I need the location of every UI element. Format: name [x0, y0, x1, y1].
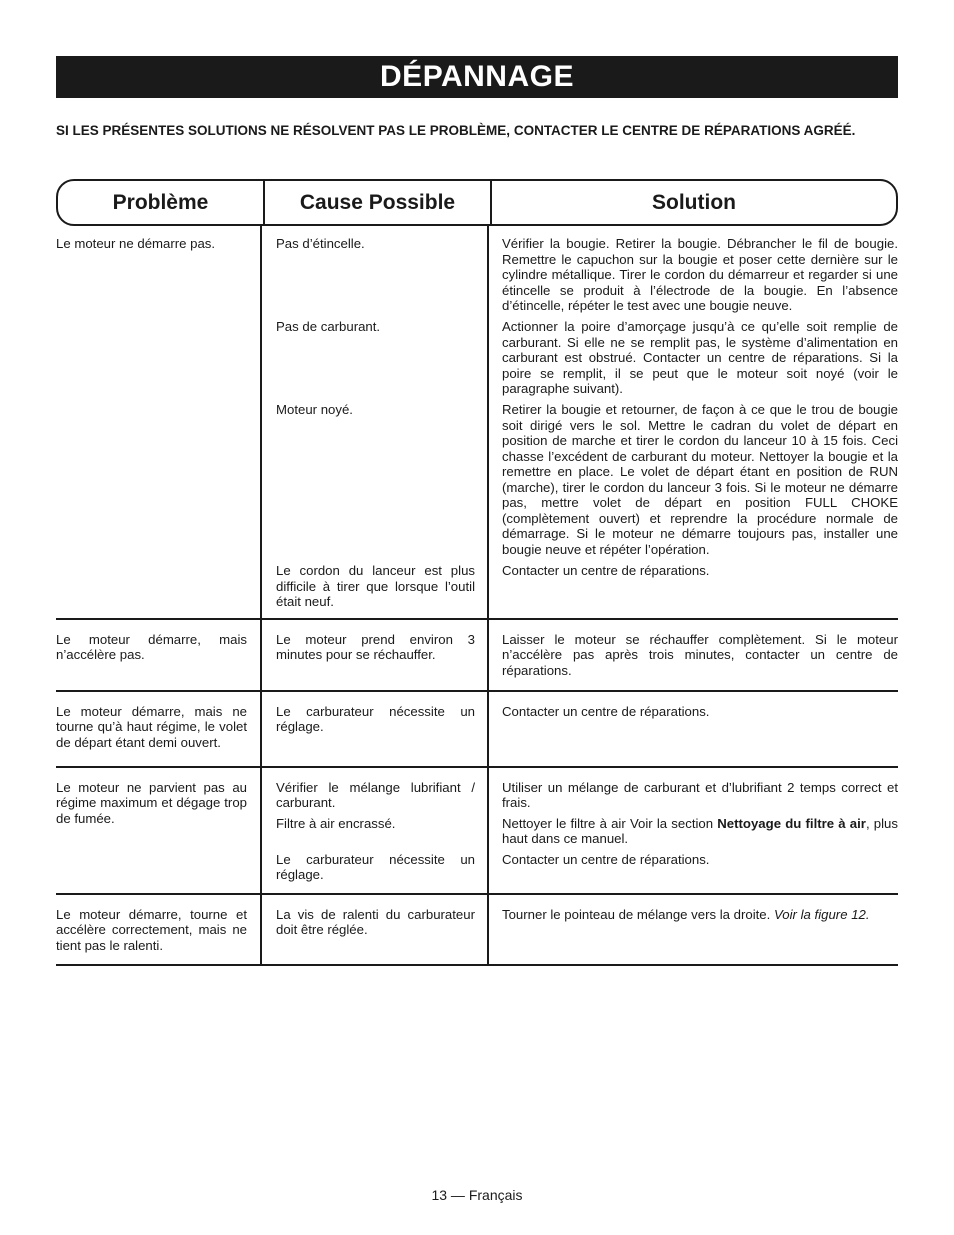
solution-text: Actionner la poire d’amorçage jusqu’à ce qu’elle soit remplie de carburant. Si elle ne se remplit pas, le système d’alimentation en carburant est obstrué. Contacter un centre de réparations. Si la poire se remplit, il se peut que le moteur soit noyé (voir le paragraphe suivant).	[502, 319, 898, 396]
solution-text: Contacter un centre de réparations.	[502, 851, 710, 867]
figure-reference: Voir la figure 12.	[773, 906, 870, 922]
warning-notice: SI LES PRÉSENTES SOLUTIONS NE RÉSOLVENT PAS LE PROBLÈME, CONTACTER LE CENTRE DE RÉPARATIONS AGRÉÉ.	[56, 123, 856, 138]
header-cause: Cause Possible	[265, 181, 492, 224]
header-solution: Solution	[652, 190, 736, 214]
solution-text: Retirer la bougie et retourner, de façon à ce que le trou de bougie soit dirigé vers le sol. Mettre le cadran du volet de départ en position de marche et tirer le cordon du lanceur 10 à 15 fois. Ceci chasse l’excédent de carburant du moteur. Nettoyer la bougie et la remettre en place. Le volet de départ étant en position de RUN (marche), tirer le cordon du lanceur 3 fois. Si le moteur ne démarre pas, mettre volet de départ en position FULL CHOKE (complètement ouvert) et reprendre la procédure normale de démarrage. Si le moteur ne démarre toujours pas, installer une bougie neuve et répéter l’opération.	[502, 402, 898, 557]
solution-text-part: Nettoyer le filtre à air Voir la section	[502, 815, 718, 831]
troubleshooting-table	[56, 224, 898, 966]
solution-text: Contacter un centre de réparations.	[502, 563, 710, 578]
table-row	[56, 768, 898, 895]
table-row	[56, 620, 898, 692]
table-header	[56, 179, 898, 226]
solution-text: Vérifier la bougie. Retirer la bougie. Débrancher le fil de bougie. Remettre le capuchon sur la bougie et poser cette dernière sur le cylindre métallique. Tirer le cordon du démarreur et regarder si une étincelle se produit à l’électrode de la bougie. En l’absence d’étincelle, répéter le test avec une bougie neuve.	[502, 236, 898, 313]
cause-cell	[262, 224, 489, 618]
table-row	[56, 895, 898, 966]
problem-text: Le moteur démarre, tourne et accélère correctement, mais ne tient pas le ralenti.	[56, 906, 247, 953]
cause-text: Le carburateur nécessite un réglage.	[276, 851, 475, 882]
cause-cell	[262, 692, 489, 766]
cause-text: Le carburateur nécessite un réglage.	[276, 703, 475, 734]
table-row	[56, 692, 898, 768]
solution-text	[502, 907, 898, 923]
cause-text: Le moteur prend environ 3 minutes pour se réchauffer.	[276, 631, 475, 662]
cause-text: La vis de ralenti du carburateur doit être réglée.	[276, 906, 475, 937]
solution-cell	[489, 620, 898, 690]
solution-cell	[489, 895, 898, 964]
table-row	[56, 224, 898, 620]
cause-text: Moteur noyé.	[276, 402, 353, 417]
solution-text-part: Tourner le pointeau de mélange vers la droite.	[502, 906, 774, 922]
problem-text: Le moteur ne démarre pas.	[56, 236, 216, 251]
problem-cell	[56, 692, 262, 766]
solution-text: Laisser le moteur se réchauffer complètement. Si le moteur n’accélère pas après trois minutes, contacter un centre de réparations.	[502, 631, 898, 678]
solution-text: Utiliser un mélange de carburant et d’lubrifiant 2 temps correct et frais.	[502, 779, 898, 810]
cause-cell	[262, 620, 489, 690]
problem-cell	[56, 768, 262, 893]
solution-text-part: , plus haut dans ce manuel.	[502, 815, 898, 846]
solution-cell	[489, 224, 898, 618]
page-title: DÉPANNAGE	[56, 56, 898, 98]
solution-cell	[489, 768, 898, 893]
cause-cell	[262, 768, 489, 893]
section-reference: Nettoyage du filtre à air	[717, 815, 866, 831]
cause-text: Pas de carburant.	[276, 319, 381, 334]
problem-text: Le moteur démarre, mais ne tourne qu’à haut régime, le volet de départ étant demi ouvert.	[56, 703, 247, 750]
cause-text: Vérifier le mélange lubrifiant / carburant.	[276, 779, 475, 810]
cause-text: Pas d’étincelle.	[276, 236, 365, 251]
solution-text	[502, 816, 898, 852]
header-problem: Problème	[58, 181, 265, 224]
cause-text: Le cordon du lanceur est plus difficile à tirer que lorsque l’outil était neuf.	[276, 563, 475, 609]
problem-cell	[56, 620, 262, 690]
cause-cell	[262, 895, 489, 964]
problem-cell	[56, 895, 262, 964]
problem-text: Le moteur démarre, mais n’accélère pas.	[56, 631, 247, 662]
problem-text: Le moteur ne parvient pas au régime maximum et dégage trop de fumée.	[56, 779, 247, 826]
problem-cell	[56, 224, 262, 618]
solution-text: Contacter un centre de réparations.	[502, 703, 710, 719]
cause-text: Filtre à air encrassé.	[276, 815, 396, 831]
solution-cell	[489, 692, 898, 766]
page-footer: 13 — Français	[431, 1187, 523, 1203]
